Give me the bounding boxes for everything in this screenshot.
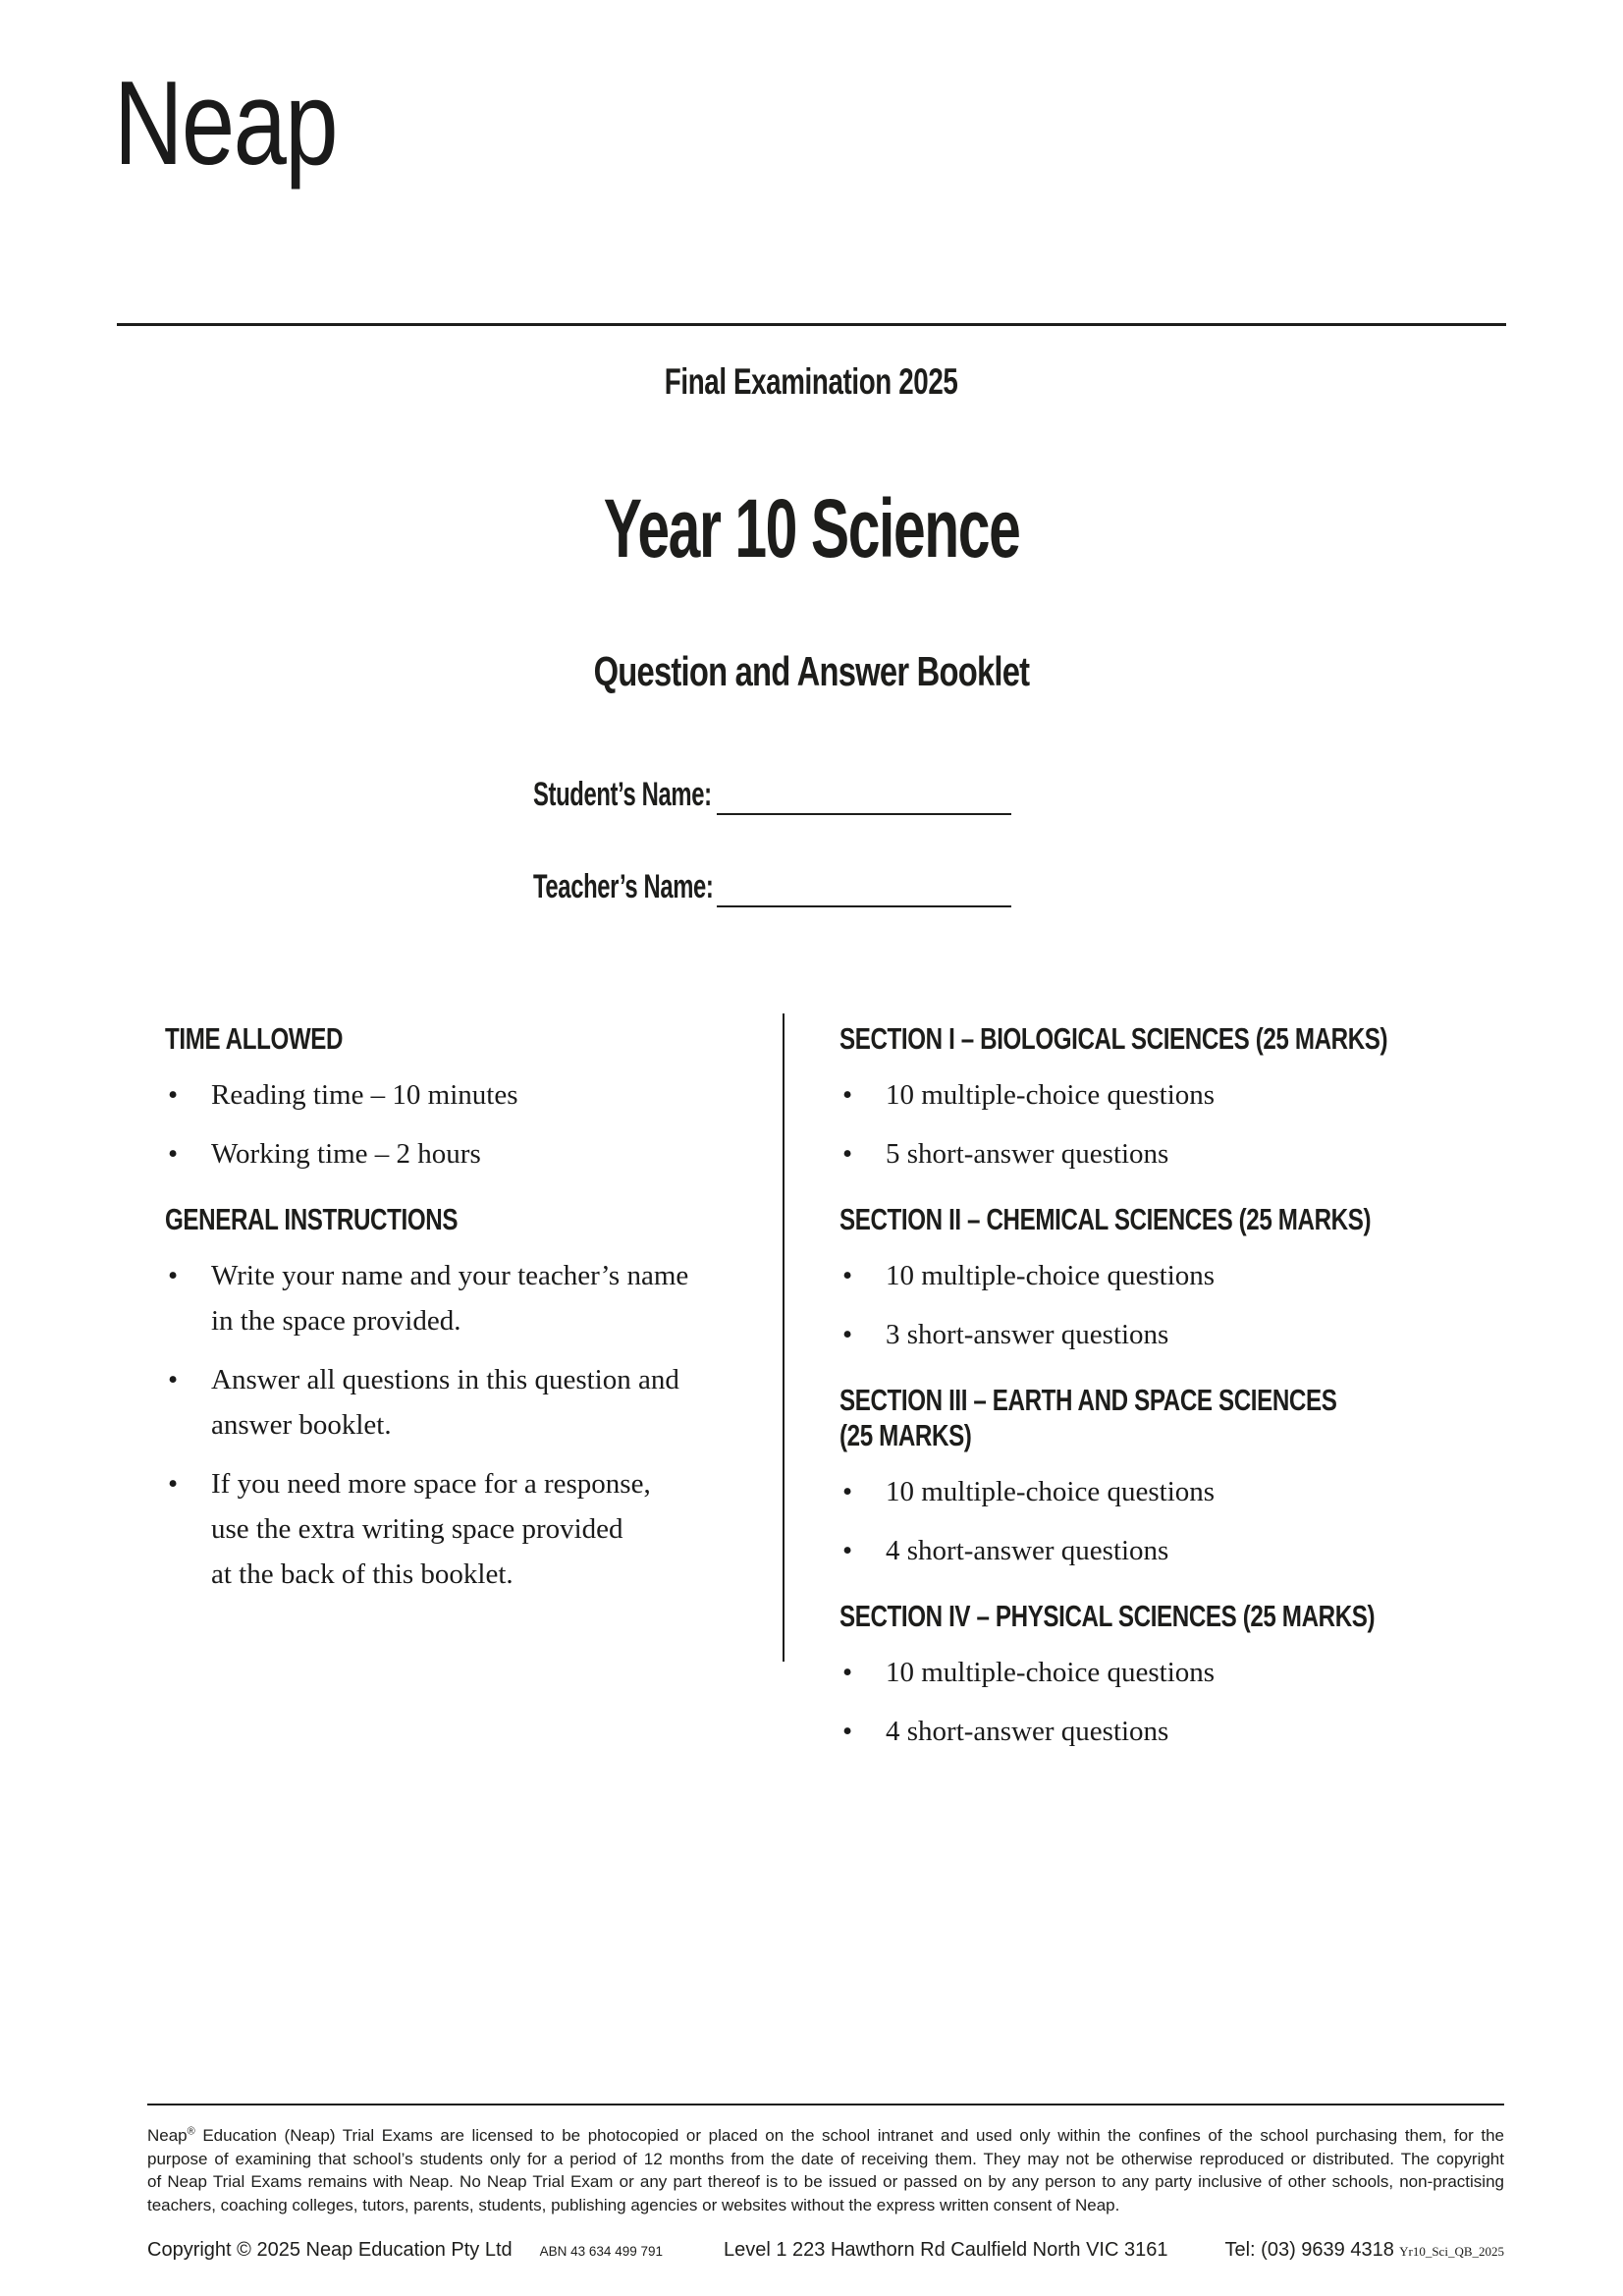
list-item: • 4 short-answer questions (886, 1709, 1527, 1754)
sections-overview-column (839, 1021, 1527, 1768)
header-rule (117, 323, 1506, 326)
general-instructions-block (165, 1202, 754, 1597)
section-3-list (886, 1469, 1527, 1573)
license-line-3: of Neap Trial Exams remains with Neap. No Neap Trial Exam or any part thereof is to be issued or passed on by any person to any party inclusive of other schools, non-practising (147, 2172, 1504, 2191)
list-item: • 10 multiple-choice questions (886, 1253, 1527, 1298)
list-item: • 10 multiple-choice questions (886, 1469, 1527, 1514)
license-paragraph (147, 2124, 1504, 2216)
general-instructions-heading: GENERAL INSTRUCTIONS (165, 1202, 459, 1236)
time-allowed-block (165, 1021, 754, 1176)
exam-series-row (117, 361, 1506, 403)
license-line-1: Neap® Education (Neap) Trial Exams are licensed to be photocopied or placed on the school intranet and used only within the confines of the school purchasing them, for the (147, 2125, 1504, 2145)
list-item: • 10 multiple-choice questions (886, 1650, 1527, 1695)
student-name-field[interactable] (717, 813, 1011, 815)
instructions-left-column (165, 1021, 754, 1611)
abn-number: ABN 43 634 499 791 (539, 2244, 663, 2259)
booklet-subtitle: Question and Answer Booklet (593, 648, 1030, 694)
time-allowed-heading: TIME ALLOWED (165, 1021, 344, 1056)
column-divider (783, 1013, 784, 1662)
section-2-heading: SECTION II – CHEMICAL SCIENCES (25 MARKS) (839, 1202, 1372, 1236)
list-item: • Reading time – 10 minutes (211, 1072, 754, 1118)
list-item: • Write your name and your teacher’s name in the space provided. (211, 1253, 754, 1343)
main-title-row (117, 481, 1506, 576)
subtitle-row (117, 648, 1506, 695)
section-1-heading: SECTION I – BIOLOGICAL SCIENCES (25 MARKS) (839, 1021, 1388, 1056)
teacher-name-field[interactable] (717, 905, 1011, 907)
footer-rule (147, 2104, 1504, 2105)
section-4-heading: SECTION IV – PHYSICAL SCIENCES (25 MARKS) (839, 1599, 1376, 1633)
student-name-label: Student’s Name: (533, 776, 712, 813)
registered-trademark-symbol: ® (187, 2125, 195, 2138)
list-item: • Working time – 2 hours (211, 1131, 754, 1176)
copyright-notice: Copyright © 2025 Neap Education Pty Ltd (147, 2239, 513, 2261)
teacher-name-label: Teacher’s Name: (533, 868, 714, 905)
teacher-name-row (533, 868, 790, 911)
time-allowed-list (211, 1072, 754, 1176)
section-3-heading: SECTION III – EARTH AND SPACE SCIENCES (25 MARKS) (839, 1383, 1337, 1452)
document-code: Yr10_Sci_QB_2025 (1399, 2244, 1504, 2259)
publisher-phone: Tel: (03) 9639 4318 (1224, 2239, 1394, 2261)
section-2-list (886, 1253, 1527, 1357)
student-name-row (533, 776, 788, 819)
section-4-list (886, 1650, 1527, 1754)
list-item: • 5 short-answer questions (886, 1131, 1527, 1176)
imprint-row (147, 2239, 1504, 2262)
list-item: • 3 short-answer questions (886, 1312, 1527, 1357)
list-item: • Answer all questions in this question and answer booklet. (211, 1357, 754, 1448)
page-title: Year 10 Science (603, 482, 1020, 574)
list-item: • 4 short-answer questions (886, 1528, 1527, 1573)
list-item: • If you need more space for a response, use the extra writing space provided at the back of this booklet. (211, 1461, 754, 1597)
general-instructions-list (211, 1253, 754, 1597)
section-2-block (839, 1202, 1527, 1357)
section-1-block (839, 1021, 1527, 1176)
section-1-list (886, 1072, 1527, 1176)
license-line-2: purpose of examining that school’s students only for a period of 12 months from the date of receiving them. They may not be otherwise reproduced or distributed. The copyright (147, 2149, 1504, 2168)
publisher-address: Level 1 223 Hawthorn Rd Caulfield North VIC 3161 (724, 2239, 1168, 2261)
license-line-4: teachers, coaching colleges, tutors, parents, students, publishing agencies or websites without the express written consent of Neap. (147, 2195, 1120, 2214)
section-4-block (839, 1599, 1527, 1754)
exam-series-title: Final Examination 2025 (665, 361, 958, 402)
neap-logo: Neap (114, 56, 337, 190)
list-item: • 10 multiple-choice questions (886, 1072, 1527, 1118)
section-3-block (839, 1383, 1527, 1573)
